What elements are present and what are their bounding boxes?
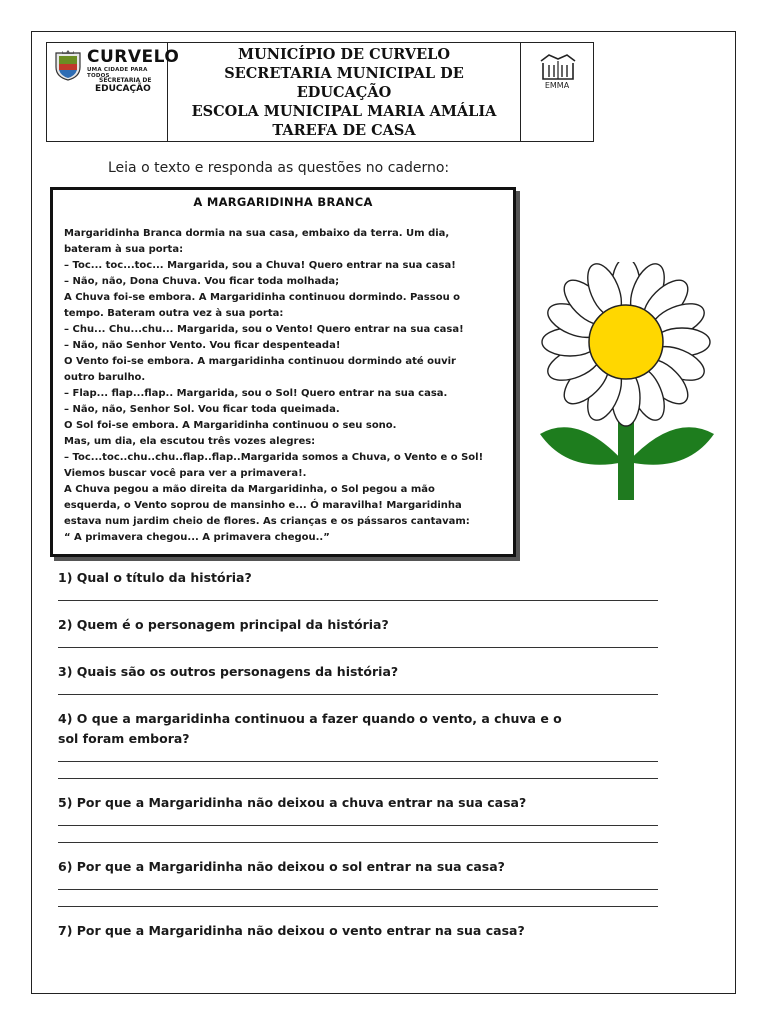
question-block xyxy=(58,568,658,615)
logo-tagline: UMA CIDADE PARA TODOS xyxy=(87,67,148,79)
story-line: – Toc...toc..chu..chu..flap..flap..Margarida somos a Chuva, o Vento e o Sol! xyxy=(64,452,484,463)
story-line: Viemos buscar você para ver a primavera!. xyxy=(64,468,307,479)
story-line: outro barulho. xyxy=(64,372,146,383)
story-line: – Toc... toc...toc... Margarida, sou a Chuva! Quero entrar na sua casa! xyxy=(64,260,456,271)
header-title-line: TAREFA DE CASA xyxy=(272,121,416,139)
logo-wordmark: CURVELO xyxy=(87,47,180,67)
story-title: A MARGARIDINHA BRANCA xyxy=(193,195,373,209)
school-logo-text: EMMA xyxy=(544,81,570,90)
left-leaf xyxy=(540,427,624,464)
flower-center xyxy=(589,305,663,379)
story-line: estava num jardim cheio de flores. As crianças e os pássaros cantavam: xyxy=(64,516,470,527)
open-book-icon xyxy=(539,51,577,85)
question-text: 4) O que a margaridinha continuou a fazer quando o vento, a chuva e o xyxy=(58,711,562,726)
story-line: O Vento foi-se embora. A margaridinha continuou dormindo até ouvir xyxy=(64,356,456,367)
question-block xyxy=(58,793,658,857)
story-line: bateram à sua porta: xyxy=(64,244,184,255)
logo-department-line2: EDUCAÇÃO xyxy=(95,84,151,94)
story-line: O Sol foi-se embora. A Margaridinha continuou o seu sono. xyxy=(64,420,397,431)
city-crest-icon xyxy=(53,49,83,81)
header-title-line: MUNICÍPIO DE CURVELO xyxy=(238,45,450,63)
instruction-text: Leia o texto e responda as questões no caderno: xyxy=(108,160,450,176)
header-title-line: ESCOLA MUNICIPAL MARIA AMÁLIA xyxy=(191,102,497,120)
question-block xyxy=(58,662,658,709)
story-box xyxy=(50,187,516,557)
story-line: A Chuva foi-se embora. A Margaridinha continuou dormindo. Passou o xyxy=(64,292,461,303)
question-text: 6) Por que a Margaridinha não deixou o sol entrar na sua casa? xyxy=(58,859,505,874)
school-logo xyxy=(520,43,593,141)
story-line: – Não, não Senhor Vento. Vou ficar despenteada! xyxy=(64,340,341,351)
question-text: 3) Quais são os outros personagens da história? xyxy=(58,664,399,679)
header-table xyxy=(46,42,594,142)
story-line: tempo. Bateram outra vez à sua porta: xyxy=(64,308,284,319)
municipality-logo xyxy=(47,43,180,141)
question-text: 1) Qual o título da história? xyxy=(58,570,252,585)
story-text xyxy=(64,226,505,546)
question-block xyxy=(58,857,658,921)
daisy-flower-illustration xyxy=(528,262,724,502)
question-text: 2) Quem é o personagem principal da história? xyxy=(58,617,389,632)
story-line: – Flap... flap...flap.. Margarida, sou o Sol! Quero entrar na sua casa. xyxy=(64,388,448,399)
logo-department-line1: SECRETARIA DE xyxy=(99,77,152,84)
story-line: “ A primavera chegou... A primavera chegou..” xyxy=(64,532,330,543)
header-title-line: EDUCAÇÃO xyxy=(296,83,392,101)
right-leaf xyxy=(628,427,714,464)
question-block xyxy=(58,921,658,941)
story-line: – Chu... Chu...chu... Margarida, sou o Vento! Quero entrar na sua casa! xyxy=(64,324,464,335)
story-line: esquerda, o Vento soprou de mansinho e... Ó maravilha! Margaridinha xyxy=(64,500,462,511)
question-block xyxy=(58,615,658,662)
story-line: – Não, não, Dona Chuva. Vou ficar toda molhada; xyxy=(64,276,340,287)
question-block xyxy=(58,709,658,793)
question-text: 7) Por que a Margaridinha não deixou o vento entrar na sua casa? xyxy=(58,923,525,938)
story-line: – Não, não, Senhor Sol. Vou ficar toda queimada. xyxy=(64,404,340,415)
story-line: Margaridinha Branca dormia na sua casa, embaixo da terra. Um dia, xyxy=(64,228,450,239)
story-line: A Chuva pegou a mão direita da Margaridinha, o Sol pegou a mão xyxy=(64,484,435,495)
header-title xyxy=(168,43,520,141)
story-line: Mas, um dia, ela escutou três vozes alegres: xyxy=(64,436,316,447)
header-title-line: SECRETARIA MUNICIPAL DE xyxy=(224,64,464,82)
question-text: 5) Por que a Margaridinha não deixou a chuva entrar na sua casa? xyxy=(58,795,527,810)
question-list xyxy=(58,568,658,941)
question-text: sol foram embora? xyxy=(58,731,190,746)
